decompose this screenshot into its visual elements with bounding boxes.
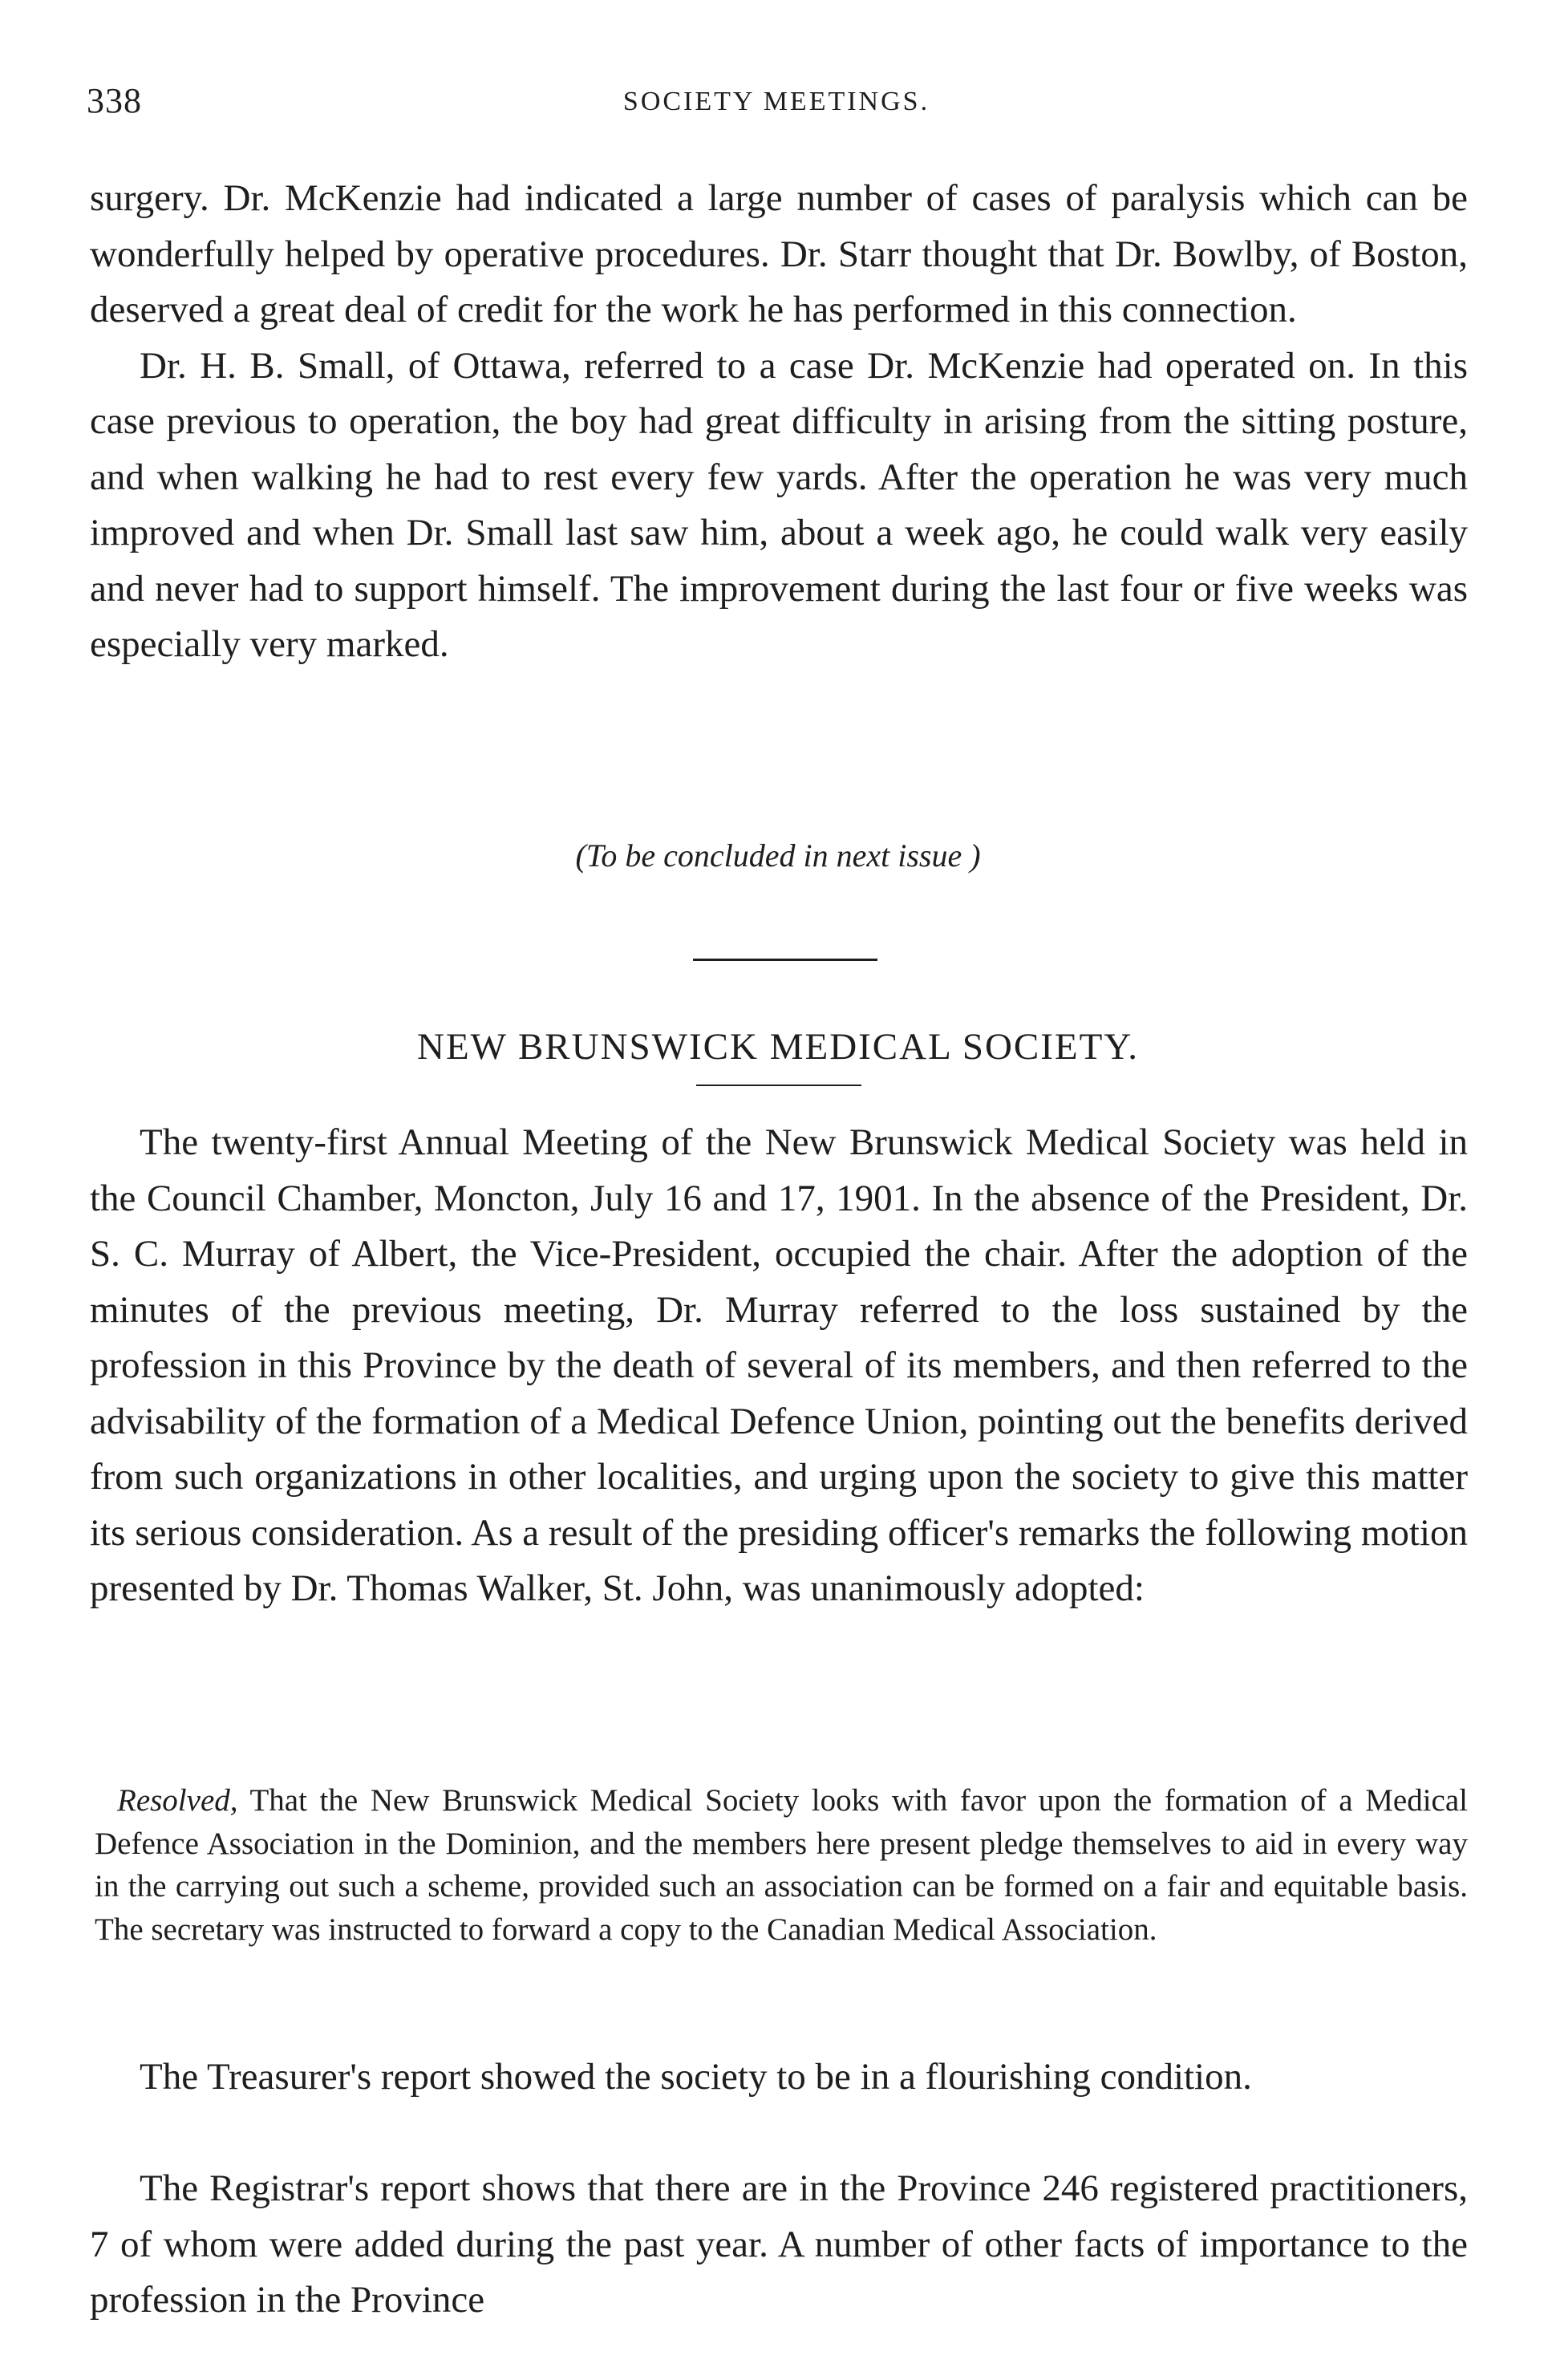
- treasurer-report: [90, 2050, 1468, 2106]
- resolution-lead: Resolved,: [117, 1783, 238, 1818]
- registrar-paragraph: The Registrar's report shows that there are in the Province 246 registered practitioners, 7 of whom were added during the past year. A number of other facts of importance to the profession in the Province: [90, 2167, 1468, 2321]
- running-head: [87, 80, 1466, 128]
- section-heading: NEW BRUNSWICK MEDICAL SOCIETY.: [417, 1026, 1139, 1068]
- resolution-block: [95, 1779, 1468, 1951]
- registrar-report: [90, 2161, 1468, 2329]
- heading-underline: [696, 1085, 861, 1086]
- resolution-text: That the New Brunswick Medical Society looks with favor upon the formation of a Medical Defence Association in the Dominion, and the members here present pledge themselves to aid in every way in the carrying out such a scheme, provided such an association can be formed on a fair and equitable basis. The secretary was instructed to forward a copy to the Canadian Medical Association.: [95, 1783, 1468, 1947]
- continued-paragraph: surgery. Dr. McKenzie had indicated a large number of cases of paralysis which can be wonderfully helped by operative procedures. Dr. Starr thought that Dr. Bowlby, of Boston, deserved a great deal of credit for the work he has performed in this connection.: [90, 177, 1468, 330]
- section-divider: [693, 959, 877, 961]
- meeting-paragraph: The twenty-first Annual Meeting of the New Brunswick Medical Society was held in the Council Chamber, Moncton, July 16 and 17, 1901. In the absence of the President, Dr. S. C. Murray of Albert, the Vice-President, occupied the chair. After the adoption of the minutes of the previous meeting, Dr. Murray referred to the loss sustained by the profession in this Province by the death of several of its members, and then referred to the advisability of the formation of a Medical Defence Union, pointing out the benefits derived from such organizations in other localities, and urging upon the society to give this matter its serious consideration. As a result of the presiding officer's remarks the following motion presented by Dr. Thomas Walker, St. John, was unanimously adopted:: [90, 1121, 1468, 1609]
- continued-article: [90, 171, 1468, 673]
- to-be-concluded-note: (To be concluded in next issue ): [575, 837, 981, 874]
- continued-paragraph: Dr. H. B. Small, of Ottawa, referred to a case Dr. McKenzie had operated on. In this case previous to operation, the boy had great difficulty in arising from the sitting posture, and when walking he had to rest every few yards. After the operation he was very much improved and when Dr. Small last saw him, about a week ago, he could walk very easily and never had to support himself. The improvement during the last four or five weeks was especially very marked.: [90, 344, 1468, 665]
- running-title: SOCIETY MEETINGS.: [622, 87, 930, 116]
- meeting-report: [90, 1115, 1468, 1617]
- treasurer-paragraph: The Treasurer's report showed the society to be in a flourishing condition.: [140, 2056, 1252, 2098]
- page-number: 338: [87, 81, 142, 120]
